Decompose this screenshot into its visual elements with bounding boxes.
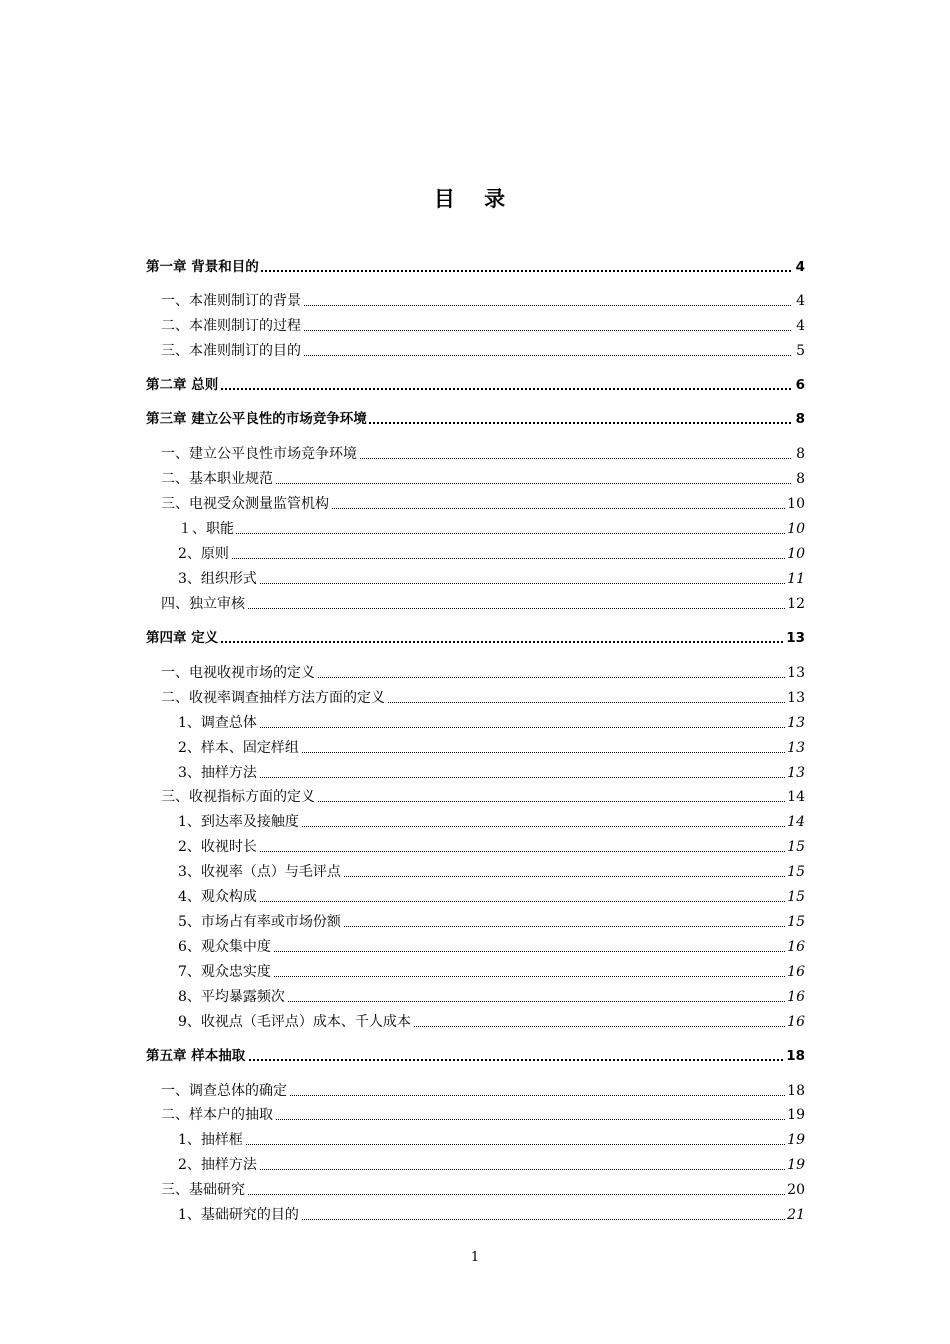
toc-entry-label: 2、抽样方法 xyxy=(178,1154,259,1176)
toc-entry-item[interactable] xyxy=(0,911,950,933)
toc-entry-page: 8 xyxy=(794,408,805,430)
toc-entry-page: 13 xyxy=(785,662,805,684)
toc-entry-label: 2、样本、固定样组 xyxy=(178,737,301,759)
toc-entry-page: 15 xyxy=(785,861,805,883)
toc-entry-section[interactable] xyxy=(0,1080,950,1102)
page-title: 目 录 xyxy=(433,187,517,211)
toc-entry-page: 4 xyxy=(794,290,805,312)
toc-entry-label: 第二章 总则 xyxy=(146,374,220,396)
toc-entry-label: 8、平均暴露频次 xyxy=(178,986,287,1008)
toc-entry-section[interactable] xyxy=(0,662,950,684)
toc-entry-label: 1、基础研究的目的 xyxy=(178,1204,301,1226)
toc-entry-page: 8 xyxy=(794,443,805,465)
dot-leader xyxy=(178,1169,791,1170)
toc-entry-label: 二、本准则制订的过程 xyxy=(161,315,303,337)
toc-entry-item[interactable] xyxy=(0,811,950,833)
toc-entry-item[interactable] xyxy=(0,712,950,734)
toc-entry-item[interactable] xyxy=(0,543,950,565)
toc-entry-page: 19 xyxy=(785,1154,805,1176)
toc-entry-page: 13 xyxy=(785,687,805,709)
toc-entry-item[interactable] xyxy=(0,1204,950,1226)
toc-entry-item[interactable] xyxy=(0,1129,950,1151)
toc-entry-item[interactable] xyxy=(0,762,950,784)
toc-entry-page: 10 xyxy=(785,543,805,565)
dot-leader xyxy=(178,727,791,728)
toc-entry-label: 4、观众构成 xyxy=(178,886,259,908)
toc-entry-page: 5 xyxy=(794,340,805,362)
toc-entry-label: 四、独立审核 xyxy=(161,593,247,615)
dot-leader xyxy=(178,533,791,534)
toc-entry-item[interactable] xyxy=(0,886,950,908)
toc-entry-label: 2、原则 xyxy=(178,543,231,565)
page-number: 1 xyxy=(470,1250,480,1265)
dot-leader xyxy=(178,901,791,902)
toc-entry-section[interactable] xyxy=(0,340,950,362)
dot-leader xyxy=(178,1144,791,1145)
toc-entry-page: 13 xyxy=(785,762,805,784)
toc-entry-label: 1、到达率及接触度 xyxy=(178,811,301,833)
toc-entry-page: 21 xyxy=(785,1204,805,1226)
toc-entry-page: 15 xyxy=(785,911,805,933)
toc-entry-chapter[interactable] xyxy=(0,1045,950,1067)
toc-entry-page: 14 xyxy=(785,811,805,833)
toc-entry-label: 1、调查总体 xyxy=(178,712,259,734)
toc-entry-label: 一、电视收视市场的定义 xyxy=(161,662,317,684)
toc-entry-section[interactable] xyxy=(0,493,950,515)
toc-entry-chapter[interactable] xyxy=(0,408,950,430)
toc-entry-section[interactable] xyxy=(0,786,950,808)
toc-entry-label: 5、市场占有率或市场份额 xyxy=(178,911,343,933)
toc-entry-page: 16 xyxy=(785,961,805,983)
toc-entry-item[interactable] xyxy=(0,961,950,983)
toc-entry-section[interactable] xyxy=(0,1179,950,1201)
toc-entry-page: 10 xyxy=(785,493,805,515)
toc-entry-page: 18 xyxy=(784,1045,805,1067)
toc-entry-page: 13 xyxy=(785,712,805,734)
toc-entry-label: 二、基本职业规范 xyxy=(161,468,275,490)
toc-entry-chapter[interactable] xyxy=(0,256,950,278)
toc-entry-label: 第一章 背景和目的 xyxy=(146,256,261,278)
dot-leader xyxy=(161,1194,791,1195)
toc-entry-label: 三、基础研究 xyxy=(161,1179,247,1201)
dot-leader xyxy=(146,641,791,643)
toc-entry-section[interactable] xyxy=(0,315,950,337)
toc-entry-item[interactable] xyxy=(0,737,950,759)
toc-entry-label: 3、组织形式 xyxy=(178,568,259,590)
toc-entry-section[interactable] xyxy=(0,687,950,709)
toc-entry-section[interactable] xyxy=(0,468,950,490)
toc-entry-label: 7、观众忠实度 xyxy=(178,961,273,983)
toc-entry-page: 19 xyxy=(785,1104,805,1126)
toc-entry-item[interactable] xyxy=(0,518,950,540)
toc-entry-label: 1、抽样框 xyxy=(178,1129,245,1151)
toc-entry-section[interactable] xyxy=(0,443,950,465)
toc-entry-label: 三、电视受众测量监管机构 xyxy=(161,493,331,515)
toc-entry-label: 一、建立公平良性市场竞争环境 xyxy=(161,443,359,465)
dot-leader xyxy=(146,388,791,390)
toc-entry-item[interactable] xyxy=(0,936,950,958)
toc-entry-label: 3、收视率（点）与毛评点 xyxy=(178,861,343,883)
toc-entry-item[interactable] xyxy=(0,836,950,858)
toc-entry-chapter[interactable] xyxy=(0,627,950,649)
toc-entry-label: 一、本准则制订的背景 xyxy=(161,290,303,312)
toc-entry-page: 15 xyxy=(785,836,805,858)
toc-entry-page: 18 xyxy=(785,1080,805,1102)
toc-entry-page: 4 xyxy=(794,256,805,278)
toc-entry-item[interactable] xyxy=(0,986,950,1008)
dot-leader xyxy=(178,777,791,778)
toc-entry-page: 19 xyxy=(785,1129,805,1151)
toc-entry-item[interactable] xyxy=(0,568,950,590)
toc-entry-page: 20 xyxy=(785,1179,805,1201)
toc-entry-page: 13 xyxy=(784,627,805,649)
toc-entry-section[interactable] xyxy=(0,1104,950,1126)
toc-entry-page: 13 xyxy=(785,737,805,759)
toc-entry-label: 三、本准则制订的目的 xyxy=(161,340,303,362)
dot-leader xyxy=(178,851,791,852)
dot-leader xyxy=(161,608,791,609)
toc-entry-label: 第五章 样本抽取 xyxy=(146,1045,247,1067)
toc-entry-page: 14 xyxy=(785,786,805,808)
dot-leader xyxy=(178,583,791,584)
toc-entry-item[interactable] xyxy=(0,1154,950,1176)
toc-entry-page: 10 xyxy=(785,518,805,540)
toc-entry-label: 2、收视时长 xyxy=(178,836,259,858)
toc-entry-page: 15 xyxy=(785,886,805,908)
toc-entry-page: 12 xyxy=(785,593,805,615)
toc-entry-label: 三、收视指标方面的定义 xyxy=(161,786,317,808)
toc-entry-label: 一、调查总体的确定 xyxy=(161,1080,289,1102)
toc-entry-chapter[interactable] xyxy=(0,374,950,396)
toc-entry-page: 6 xyxy=(794,374,805,396)
toc-entry-section[interactable] xyxy=(0,290,950,312)
toc-entry-label: １、职能 xyxy=(178,518,236,540)
dot-leader xyxy=(178,558,791,559)
toc-entry-label: 二、收视率调查抽样方法方面的定义 xyxy=(161,687,387,709)
toc-entry-section[interactable] xyxy=(0,593,950,615)
toc-entry-item[interactable] xyxy=(0,1011,950,1033)
toc-entry-page: 8 xyxy=(794,468,805,490)
toc-entry-page: 16 xyxy=(785,936,805,958)
toc-entry-page: 16 xyxy=(785,1011,805,1033)
toc-entry-page: 16 xyxy=(785,986,805,1008)
toc-entry-label: 第三章 建立公平良性的市场竞争环境 xyxy=(146,408,369,430)
toc-entry-label: 9、收视点（毛评点）成本、千人成本 xyxy=(178,1011,413,1033)
toc-entry-label: 6、观众集中度 xyxy=(178,936,273,958)
toc-entry-label: 第四章 定义 xyxy=(146,627,220,649)
toc-entry-label: 二、样本户的抽取 xyxy=(161,1104,275,1126)
toc-entry-label: 3、抽样方法 xyxy=(178,762,259,784)
toc-entry-page: 11 xyxy=(785,568,805,590)
toc-entry-page: 4 xyxy=(794,315,805,337)
toc-entry-item[interactable] xyxy=(0,861,950,883)
